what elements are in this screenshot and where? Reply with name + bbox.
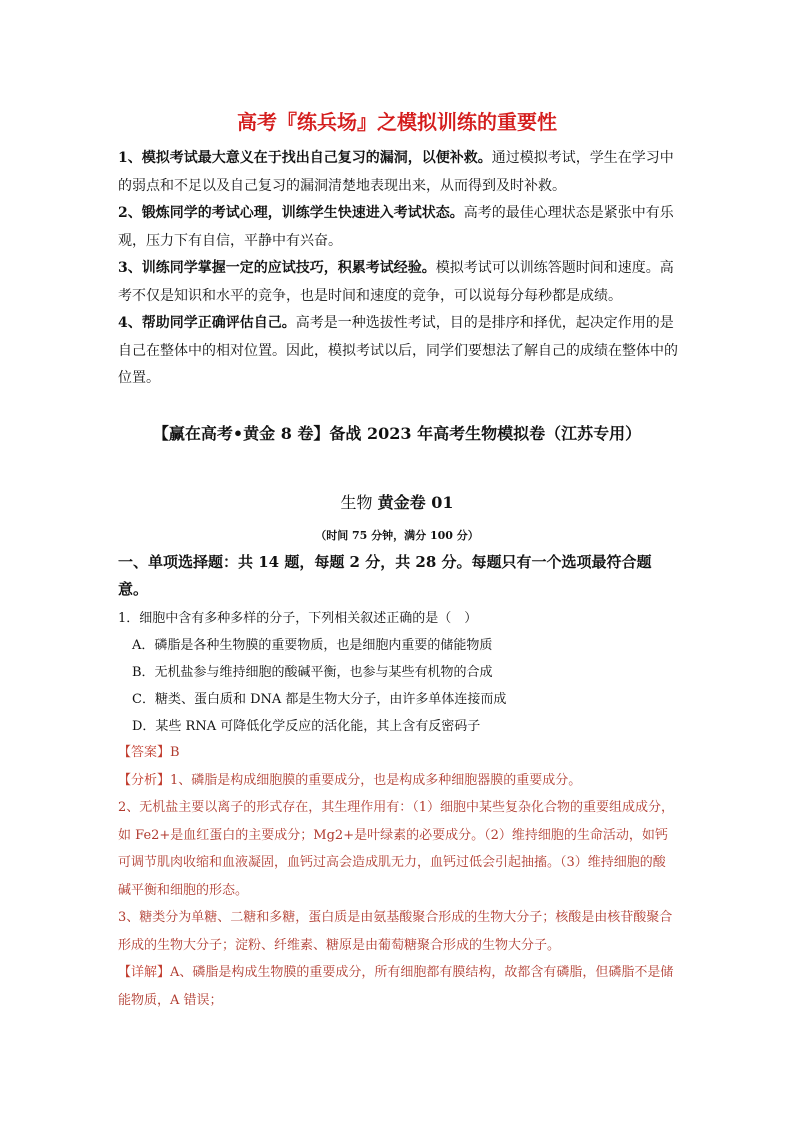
- intro-paragraph-3: [118, 255, 678, 310]
- intro-bold-2: 2、锻炼同学的考试心理，训练学生快速进入考试状态。: [118, 205, 464, 221]
- answer-label: 【答案】: [118, 745, 171, 760]
- analysis-text-2: 2、无机盐主要以离子的形式存在，其生理作用有：（1）细胞中某些复杂化合物的重要组成成分，如 Fe2+是血红蛋白的主要成分；Mg2+是叶绿素的必要成分。（2）维持细胞的生命活动，如钙可调节肌肉收缩和血液凝固，血钙过高会造成肌无力，血钙过低会引起抽搐。（3）维持细胞的酸碱平衡和细胞的形态。: [118, 800, 675, 898]
- intro-bold-3: 3、训练同学掌握一定的应试技巧，积累考试经验。: [118, 260, 436, 276]
- question-1: [118, 605, 678, 740]
- option-d: D．某些 RNA 可降低化学反应的活化能，其上含有反密码子: [132, 719, 481, 734]
- detail-text: A、磷脂是构成生物膜的重要成分，所有细胞都有膜结构，故都含有磷脂，但磷脂不是储能物质，A 错误；: [118, 965, 674, 1008]
- analysis-text-1: 1、磷脂是构成细胞膜的重要成分，也是构成多种细胞器膜的重要成分。: [170, 772, 582, 788]
- intro-text-3: 模拟考试可以训练答题时间和速度。高考不仅是知识和水平的竞争，也是时间和速度的竞争，可以说每分每秒都是成绩。: [118, 260, 674, 304]
- answer-value: B: [170, 745, 180, 760]
- section-heading: 一、单项选择题：共 14 题，每题 2 分，共 28 分。每题只有一个选项最符合题意。: [118, 553, 652, 598]
- option-c: C．糖类、蛋白质和 DNA 都是生物大分子，由许多单体连接而成: [132, 692, 507, 707]
- intro-paragraph-4: [118, 310, 678, 393]
- analysis-label: 【分析】: [118, 772, 171, 788]
- intro-paragraph-1: [118, 145, 678, 200]
- exam-subtitle: [0, 490, 794, 513]
- answer-line: [118, 739, 678, 767]
- intro-bold-1: 1、模拟考试最大意义在于找出自己复习的漏洞，以便补救。: [118, 150, 492, 166]
- question-stem: 1．细胞中含有多种多样的分子，下列相关叙述正确的是（ ）: [118, 611, 478, 626]
- intro-paragraph-2: [118, 200, 678, 255]
- detail-label: 【详解】: [118, 965, 171, 980]
- analysis-text-3: 3、糖类分为单糖、二糖和多糖，蛋白质是由氨基酸聚合形成的生物大分子；核酸是由核苷酸聚合形成的生物大分子；淀粉、纤维素、糖原是由葡萄糖聚合形成的生物大分子。: [118, 910, 673, 953]
- intro-text-4: 高考是一种选拔性考试，目的是排序和择优，起决定作用的是自己在整体中的相对位置。因此，模拟考试以后，同学们要想法了解自己的成绩在整体中的位置。: [118, 315, 678, 386]
- intro-text-1: 通过模拟考试，学生在学习中的弱点和不足以及自己复习的漏洞清楚地表现出来，从而得到及时补救。: [118, 150, 674, 194]
- option-a: A．磷脂是各种生物膜的重要物质，也是细胞内重要的储能物质: [132, 638, 493, 653]
- exam-title: 【赢在高考•黄金 8 卷】备战 2023 年高考生物模拟卷（江苏专用）: [152, 424, 642, 443]
- detail-line: [118, 959, 678, 1014]
- analysis-line-1: [118, 767, 678, 795]
- page-title: 高考『练兵场』之模拟训练的重要性: [237, 110, 557, 134]
- exam-subject: 生物: [340, 493, 373, 512]
- exam-paper: 黄金卷 01: [377, 493, 454, 512]
- intro-section: [118, 145, 678, 393]
- intro-bold-4: 4、帮助同学正确评估自己。: [118, 315, 296, 331]
- option-b: B．无机盐参与维持细胞的酸碱平衡，也参与某些有机物的合成: [132, 665, 493, 680]
- intro-text-2: 高考的最佳心理状态是紧张中有乐观，压力下有自信，平静中有兴奋。: [118, 205, 674, 249]
- answer-section: [118, 739, 678, 1014]
- exam-time: （时间 75 分钟，满分 100 分）: [315, 529, 479, 542]
